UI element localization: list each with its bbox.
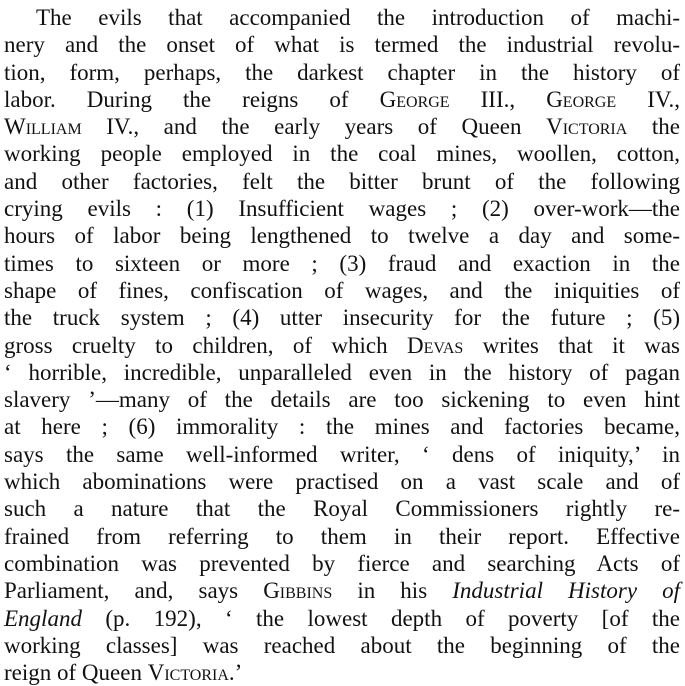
text-run: such a nature that the Royal Commissioners rightly re- <box>4 496 680 522</box>
text-run: Parliament, and, says <box>4 578 264 604</box>
text-run: reign of Queen <box>4 660 148 686</box>
small-caps-name: William <box>4 114 82 140</box>
document-page <box>4 4 680 686</box>
text-line <box>4 4 680 31</box>
small-caps-name: Victoria <box>147 660 229 686</box>
text-run: says the same well-informed writer, ‘ dens of iniquity,’ in <box>4 441 680 467</box>
text-line <box>4 86 680 113</box>
text-line <box>4 413 680 440</box>
text-run: and other factories, felt the bitter brunt of the following <box>4 168 680 194</box>
text-line <box>4 523 680 550</box>
italic-title: England <box>4 605 82 631</box>
text-run: the <box>627 114 680 140</box>
text-line <box>4 168 680 195</box>
text-run: times to sixteen or more ; (3) fraud and exaction in the <box>4 250 680 276</box>
text-run: nery and the onset of what is termed the industrial revolu- <box>4 32 680 58</box>
italic-title: Industrial History of <box>452 578 681 604</box>
text-run: frained from referring to them in their report. Effective <box>4 523 680 549</box>
text-line <box>4 332 680 359</box>
text-line <box>4 468 680 495</box>
text-line <box>4 605 680 632</box>
text-line <box>4 113 680 140</box>
text-line <box>4 386 680 413</box>
small-caps-name: Devas <box>406 332 464 358</box>
small-caps-name: George <box>379 86 450 112</box>
text-run: ‘ horrible, incredible, unparalleled even in the history of pagan <box>4 359 680 385</box>
text-run: tion, form, perhaps, the darkest chapter in the history of <box>4 59 680 85</box>
text-line <box>4 659 680 686</box>
text-run: .’ <box>228 660 243 686</box>
text-run: shape of fines, confiscation of wages, and the iniquities of <box>4 277 680 303</box>
text-line <box>4 250 680 277</box>
small-caps-name: George <box>546 86 617 112</box>
text-run: working classes] was reached about the beginning of the <box>4 632 680 658</box>
text-run: the truck system ; (4) utter insecurity for the future ; (5) <box>4 305 680 331</box>
text-line <box>4 140 680 167</box>
text-run: The evils that accompanied the introduction of machi- <box>36 5 680 30</box>
text-line <box>4 304 680 331</box>
small-caps-name: Gibbins <box>263 578 333 604</box>
text-line <box>4 31 680 58</box>
text-run: in his <box>332 578 453 604</box>
text-run: (p. 192), ‘ the lowest depth of poverty [of the <box>81 605 680 631</box>
text-run: IV., <box>616 86 680 112</box>
text-line <box>4 495 680 522</box>
text-run: at here ; (6) immorality : the mines and factories became, <box>4 414 680 440</box>
text-line <box>4 195 680 222</box>
text-line <box>4 550 680 577</box>
text-line <box>4 632 680 659</box>
text-line <box>4 577 680 604</box>
text-line <box>4 277 680 304</box>
body-paragraph <box>4 4 680 686</box>
text-run: which abominations were practised on a vast scale and of <box>4 469 680 495</box>
text-run: III., <box>449 86 547 112</box>
text-run: writes that it was <box>463 332 681 358</box>
text-run: working people employed in the coal mines, woollen, cotton, <box>4 141 680 167</box>
text-run: gross cruelty to children, of which <box>4 332 407 358</box>
text-run: crying evils : (1) Insufficient wages ; (2) over-work—the <box>4 196 680 222</box>
small-caps-name: Victoria <box>546 114 628 140</box>
text-line <box>4 59 680 86</box>
text-run: IV., and the early years of Queen <box>81 114 547 140</box>
text-run: combination was prevented by fierce and searching Acts of <box>4 550 680 576</box>
text-line <box>4 222 680 249</box>
text-run: slavery ’—many of the details are too sickening to even hint <box>4 387 680 413</box>
text-run: hours of labor being lengthened to twelve a day and some- <box>4 223 680 249</box>
text-line <box>4 359 680 386</box>
text-run: labor. During the reigns of <box>4 86 380 112</box>
text-line <box>4 441 680 468</box>
